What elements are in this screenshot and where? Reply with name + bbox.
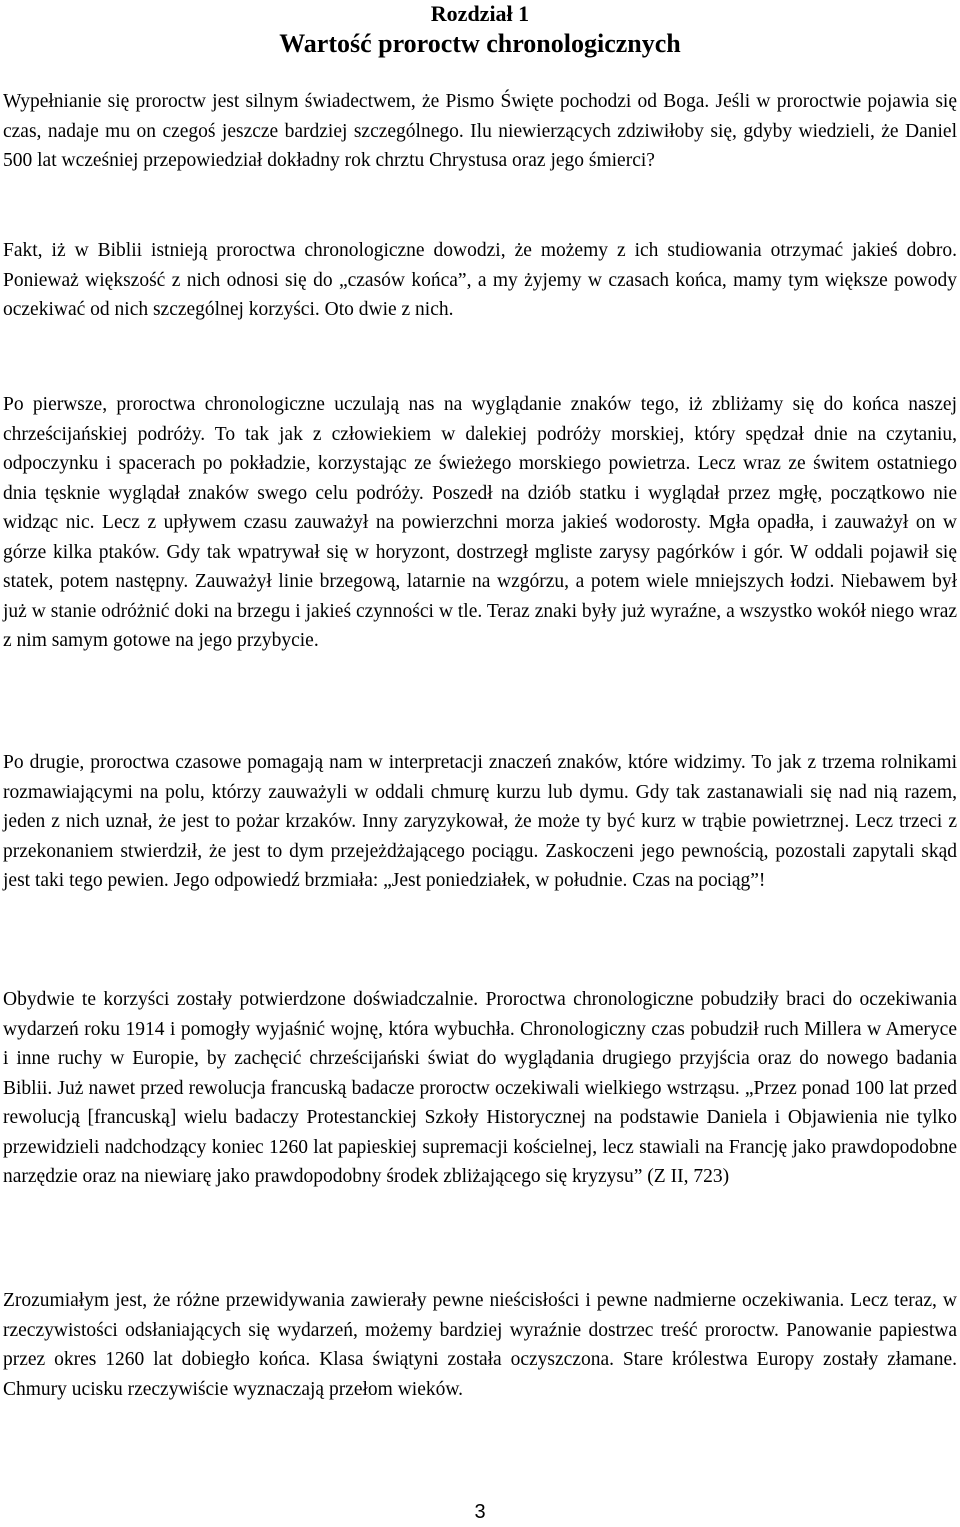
paragraph-5: Obydwie te korzyści zostały potwierdzone doświadczalnie. Proroctwa chronologiczne pobudziły braci do oczekiwania wydarzeń roku 1914 i pomogły wyjaśnić wojnę, która wybuchła. Chronologiczny czas pobudził ruch Millera w Ameryce i inne ruchy w Europie, by zachęcić chrześcijański świat do wyglądania drugiego przyjścia oraz do nowego badania Biblii. Już nawet przed rewolucja francuską badacze proroctw oczekiwali wielkiego wstrząsu. „Przez ponad 100 lat przed rewolucją [francuską] wielu badaczy Protestanckiej Szkoły Historycznej na podstawie Daniela i Objawienia nie tylko przewidzieli nadchodzący koniec 1260 lat papieskiej supremacji kościelnej, lecz stawiali na Francję jako prawdopodobne narzędzie oraz na niewiarę jako prawdopodobny środek zbliżającego się kryzysu” (Z II, 723)	[3, 989, 957, 1187]
page-number: 3	[474, 1501, 486, 1523]
chapter-label: Rozdział 1	[430, 1, 530, 26]
paragraph-2: Fakt, iż w Biblii istnieją proroctwa chronologiczne dowodzi, że możemy z ich studiowania otrzymać jakieś dobro. Ponieważ większość z nich odnosi się do „czasów końca”, a my żyjemy w czasach końca, mamy tym większe powody oczekiwać od nich szczególnej korzyści. Oto dwie z nich.	[3, 240, 957, 320]
paragraph-3: Po pierwsze, proroctwa chronologiczne uczulają nas na wyglądanie znaków tego, iż zbliżamy się do końca naszej chrześcijańskiej podróży. To tak jak z człowiekiem w dalekiej podróży morskiej, który spędzał dnie na czytaniu, odpoczynku i spacerach po pokładzie, korzystając ze świeżego morskiego powietrza. Lecz wraz ze świtem ostatniego dnia tęsknie wyglądał znaków swego celu podróży. Poszedł na dziób statku i wyglądał przez mgłę, początkowo nie widząc nic. Lecz z upływem czasu zauważył na powierzchni morza jakieś wodorosty. Mgła opadła, i zauważył on w górze kilka ptaków. Gdy tak wpatrywał się w horyzont, dostrzegł mgliste zarysy pagórków i gór. W oddali pojawił się statek, potem następny. Zauważył linie brzegową, latarnie na wzgórzu, a potem wiele mniejszych łodzi. Niebawem był już w stanie odróżnić doki na brzegu i jakieś czynności w tle. Teraz znaki były już wyraźne, a wszystko wokół niego wraz z nim samym gotowe na jego przybycie.	[3, 394, 957, 651]
paragraph-6: Zrozumiałym jest, że różne przewidywania zawierały pewne nieścisłości i pewne nadmierne oczekiwania. Lecz teraz, w rzeczywistości odsłaniających się wydarzeń, możemy bardziej wyraźnie dostrzec treść proroctw. Panowanie papiestwa przez okres 1260 lat dobiegło końca. Klasa świątyni została oczyszczona. Stare królestwa Europy zostały złamane. Chmury ucisku rzeczywiście wyznaczają przełom wieków.	[3, 1290, 957, 1400]
paragraph-1: Wypełnianie się proroctw jest silnym świadectwem, że Pismo Święte pochodzi od Boga. Jeśli w proroctwie pojawia się czas, nadaje mu on czegoś jeszcze bardziej szczególnego. Ilu niewierzących zdziwiłoby się, gdyby wiedzieli, że Daniel 500 lat wcześniej przepowiedział dokładny rok chrztu Chrystusa oraz jego śmierci?	[3, 91, 957, 171]
chapter-title: Wartość proroctw chronologicznych	[279, 29, 681, 58]
paragraph-4: Po drugie, proroctwa czasowe pomagają nam w interpretacji znaczeń znaków, które widzimy. To jak z trzema rolnikami rozmawiającymi na polu, którzy zauważyli w oddali chmurę kurzu lub dymu. Gdy tak zastanawiali się nad nią razem, jeden z nich uznał, że jest to pożar krzaków. Inny zaryzykował, że może ty być kurz w trąbie powietrznej. Lecz trzeci z przekonaniem stwierdził, że jest to dym przejeżdżającego pociągu. Zaskoczeni jego pewnością, pozostali zapytali skąd jest taki tego pewien. Jego odpowiedź brzmiała: „Jest poniedziałek, w południe. Czas na pociąg”!	[3, 752, 957, 891]
